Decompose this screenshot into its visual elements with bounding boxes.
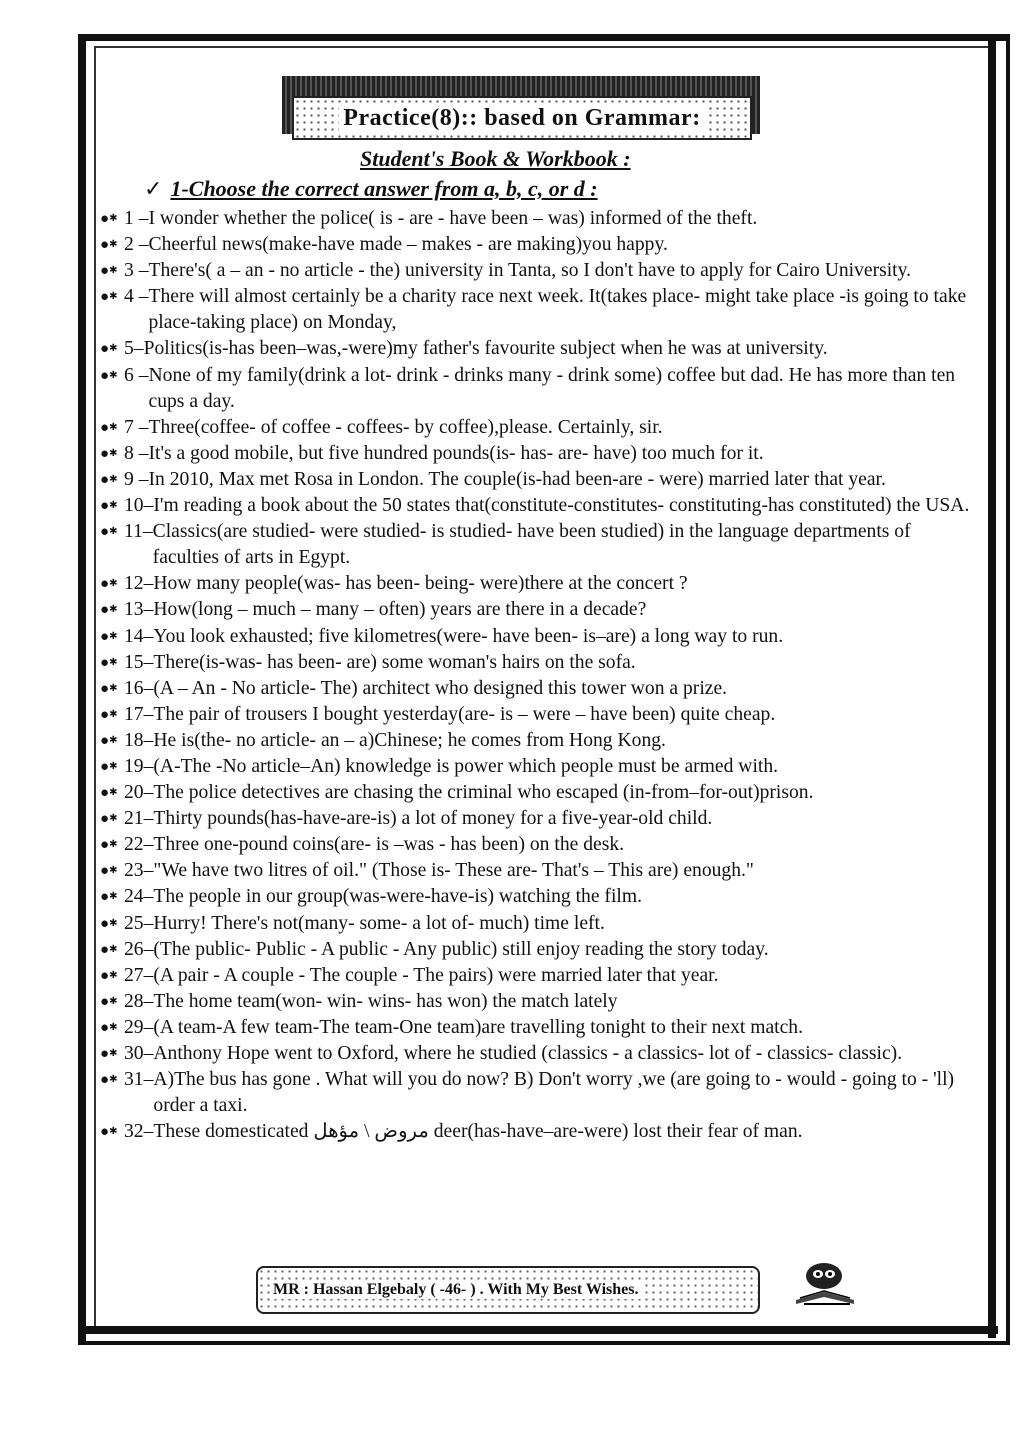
question-item <box>96 650 976 676</box>
question-item <box>96 284 976 336</box>
question-text: Cheerful news(make-have made – makes - are making)you happy. <box>148 234 668 256</box>
question-number: 30– <box>124 1043 154 1064</box>
question-item <box>96 467 976 493</box>
question-number: 6 – <box>124 364 149 386</box>
question-text: In 2010, Max met Rosa in London. The couple(is-had been-are - were) married later that year. <box>148 468 886 490</box>
question-text: None of my family(drink a lot- drink - drinks many - drink some) coffee but dad. He has more than ten cups a day. <box>148 364 956 412</box>
bomb-icon: ●✱ <box>100 941 118 958</box>
question-item <box>96 1015 976 1041</box>
bomb-icon: ●✱ <box>100 498 118 515</box>
question-item <box>96 884 976 910</box>
question-number: 1 – <box>124 208 149 229</box>
question-item <box>96 1067 976 1119</box>
question-text: There will almost certainly be a charity race next week. It(takes place- might take place -is going to take place-taking place) on Monday, <box>148 286 967 334</box>
question-number: 28– <box>124 990 154 1012</box>
question-item <box>96 624 976 650</box>
border-shadow-right <box>988 40 996 1338</box>
question-item <box>96 989 976 1015</box>
question-item <box>96 493 976 519</box>
bomb-icon: ●✱ <box>100 1124 118 1141</box>
question-text: Classics(are studied- were studied- is studied- have been studied) in the language departments of faculties of arts in Egypt. <box>152 521 911 569</box>
question-item <box>96 832 976 858</box>
bomb-icon: ●✱ <box>100 341 118 358</box>
question-text: (The public- Public - A public - Any public) still enjoy reading the story today. <box>153 938 769 960</box>
question-text: (A team-A few team-The team-One team)are travelling tonight to their next match. <box>153 1016 803 1038</box>
question-text: Thirty pounds(has-have-are-is) a lot of money for a five-year-old child. <box>153 808 713 830</box>
question-text: He is(the- no article- an – a)Chinese; he comes from Hong Kong. <box>153 729 666 751</box>
bomb-icon: ●✱ <box>100 602 118 619</box>
border-shadow-bottom <box>84 1326 998 1334</box>
question-item <box>96 858 976 884</box>
bomb-icon: ●✱ <box>100 863 118 880</box>
page-subtitle: Student's Book & Workbook : <box>360 146 631 171</box>
question-text: The police detectives are chasing the criminal who escaped (in-from–for-out)prison. <box>153 782 814 804</box>
bomb-icon: ●✱ <box>100 811 118 828</box>
question-text: These domesticated مروض \ مؤهل deer(has-have–are-were) lost their fear of man. <box>153 1121 803 1143</box>
question-text: There(is-was- has been- are) some woman's hairs on the sofa. <box>153 651 636 673</box>
question-text: (A pair - A couple - The couple - The pairs) were married later that year. <box>153 964 719 986</box>
page-title: Practice(8):: based on Grammar: <box>339 105 704 132</box>
question-text: How(long – much – many – often) years are there in a decade? <box>153 599 647 621</box>
question-text: A)The bus has gone . What will you do now? B) Don't worry ,we (are going to - would - going to - 'll) order a taxi. <box>153 1069 955 1117</box>
question-text: You look exhausted; five kilometres(were- have been- is–are) a long way to run. <box>153 625 784 647</box>
question-number: 2 – <box>124 234 149 256</box>
question-number: 18– <box>124 729 154 751</box>
question-number: 22– <box>124 834 154 856</box>
question-text: I wonder whether the police( is - are - have been – was) informed of the theft. <box>148 208 758 229</box>
question-text: How many people(was- has been- being- were)there at the concert ? <box>153 573 688 595</box>
bomb-icon: ●✱ <box>100 471 118 488</box>
bomb-icon: ●✱ <box>100 1072 118 1089</box>
bomb-icon: ●✱ <box>100 837 118 854</box>
bomb-icon: ●✱ <box>100 967 118 984</box>
bomb-icon: ●✱ <box>100 889 118 906</box>
bomb-icon: ●✱ <box>100 211 118 227</box>
bomb-icon: ●✱ <box>100 1019 118 1036</box>
bomb-icon: ●✱ <box>100 706 118 723</box>
footer-banner <box>256 1266 760 1314</box>
bomb-icon: ●✱ <box>100 263 118 280</box>
reader-mascot-icon <box>790 1256 860 1308</box>
bomb-icon: ●✱ <box>100 993 118 1010</box>
question-text: The people in our group(was-were-have-is) watching the film. <box>153 886 642 908</box>
bomb-icon: ●✱ <box>100 785 118 802</box>
exercise-instruction: 1-Choose the correct answer from a, b, c, or d : <box>170 176 598 201</box>
question-item <box>96 206 976 232</box>
question-text: Anthony Hope went to Oxford, where he studied (classics - a classics- lot of - classics- classic). <box>153 1043 903 1064</box>
question-item <box>96 571 976 597</box>
question-number: 24– <box>124 886 154 908</box>
question-text: Three one-pound coins(are- is –was - has been) on the desk. <box>153 834 625 856</box>
bomb-icon: ●✱ <box>100 237 118 254</box>
question-number: 3 – <box>124 260 149 282</box>
question-item <box>96 363 976 415</box>
question-text: Politics(is-has been–was,-were)my father's favourite subject when he was at university. <box>143 338 828 360</box>
question-number: 11– <box>124 521 153 543</box>
question-number: 4 – <box>124 286 149 308</box>
question-number: 15– <box>124 651 154 673</box>
question-text: The home team(won- win- wins- has won) the match lately <box>153 990 618 1012</box>
footer-text: MR : Hassan Elgebaly ( -46- ) . With My Best Wishes. <box>270 1281 642 1299</box>
question-item <box>96 676 976 702</box>
checkmark-icon: ✓ <box>144 176 163 201</box>
bomb-icon: ●✱ <box>100 289 118 306</box>
question-text: (A-The -No article–An) knowledge is power which people must be armed with. <box>153 755 779 777</box>
question-number: 32– <box>124 1121 154 1143</box>
bomb-icon: ●✱ <box>100 758 118 775</box>
question-item <box>96 806 976 832</box>
question-number: 10– <box>124 495 154 517</box>
question-text: There's( a – an - no article - the) university in Tanta, so I don't have to apply for Cairo University. <box>148 260 912 282</box>
question-number: 16– <box>124 677 154 699</box>
question-number: 19– <box>124 755 154 777</box>
question-number: 8 – <box>124 442 149 464</box>
question-number: 23– <box>124 860 154 882</box>
question-number: 17– <box>124 703 154 725</box>
question-item <box>96 728 976 754</box>
question-number: 14– <box>124 625 154 647</box>
question-number: 5– <box>124 338 144 360</box>
bomb-icon: ●✱ <box>100 628 118 645</box>
question-item <box>96 232 976 258</box>
question-text: (A – An - No article- The) architect who designed this tower won a prize. <box>153 677 728 699</box>
question-number: 31– <box>124 1069 154 1091</box>
question-item <box>96 963 976 989</box>
bomb-icon: ●✱ <box>100 680 118 697</box>
question-text: Three(coffee- of coffee - coffees- by coffee),please. Certainly, sir. <box>148 416 663 438</box>
question-number: 26– <box>124 938 154 960</box>
question-item <box>96 754 976 780</box>
question-item <box>96 415 976 441</box>
question-text: It's a good mobile, but five hundred pounds(is- has- are- have) too much for it. <box>148 442 764 464</box>
question-list <box>96 206 976 1145</box>
question-item <box>96 519 976 571</box>
bomb-icon: ●✱ <box>100 1046 118 1062</box>
title-banner <box>292 96 752 140</box>
question-number: 29– <box>124 1016 154 1038</box>
question-item <box>96 441 976 467</box>
question-number: 27– <box>124 964 154 986</box>
question-number: 21– <box>124 808 154 830</box>
question-text: I'm reading a book about the 50 states that(constitute-constitutes- constituting-has constituted) the USA. <box>153 495 970 517</box>
question-number: 25– <box>124 912 154 934</box>
question-item <box>96 780 976 806</box>
bomb-icon: ●✱ <box>100 915 118 932</box>
question-item <box>96 1119 976 1145</box>
question-number: 20– <box>124 782 154 804</box>
bomb-icon: ●✱ <box>100 419 118 436</box>
question-number: 13– <box>124 599 154 621</box>
instruction-row <box>144 176 598 202</box>
question-item <box>96 911 976 937</box>
bomb-icon: ●✱ <box>100 445 118 462</box>
question-text: "We have two litres of oil." (Those is- These are- That's – This are) enough." <box>153 860 754 882</box>
question-item <box>96 336 976 362</box>
bomb-icon: ●✱ <box>100 576 118 593</box>
question-text: The pair of trousers I bought yesterday(are- is – were – have been) quite cheap. <box>153 703 776 725</box>
question-item <box>96 597 976 623</box>
question-item <box>96 1041 976 1067</box>
question-item <box>96 937 976 963</box>
question-text: Hurry! There's not(many- some- a lot of- much) time left. <box>153 912 605 934</box>
question-item <box>96 258 976 284</box>
bomb-icon: ●✱ <box>100 732 118 749</box>
question-number: 9 – <box>124 468 149 490</box>
question-number: 12– <box>124 573 154 595</box>
bomb-icon: ●✱ <box>100 654 118 671</box>
question-item <box>96 702 976 728</box>
bomb-icon: ●✱ <box>100 367 118 384</box>
bomb-icon: ●✱ <box>100 524 118 541</box>
question-number: 7 – <box>124 416 149 438</box>
